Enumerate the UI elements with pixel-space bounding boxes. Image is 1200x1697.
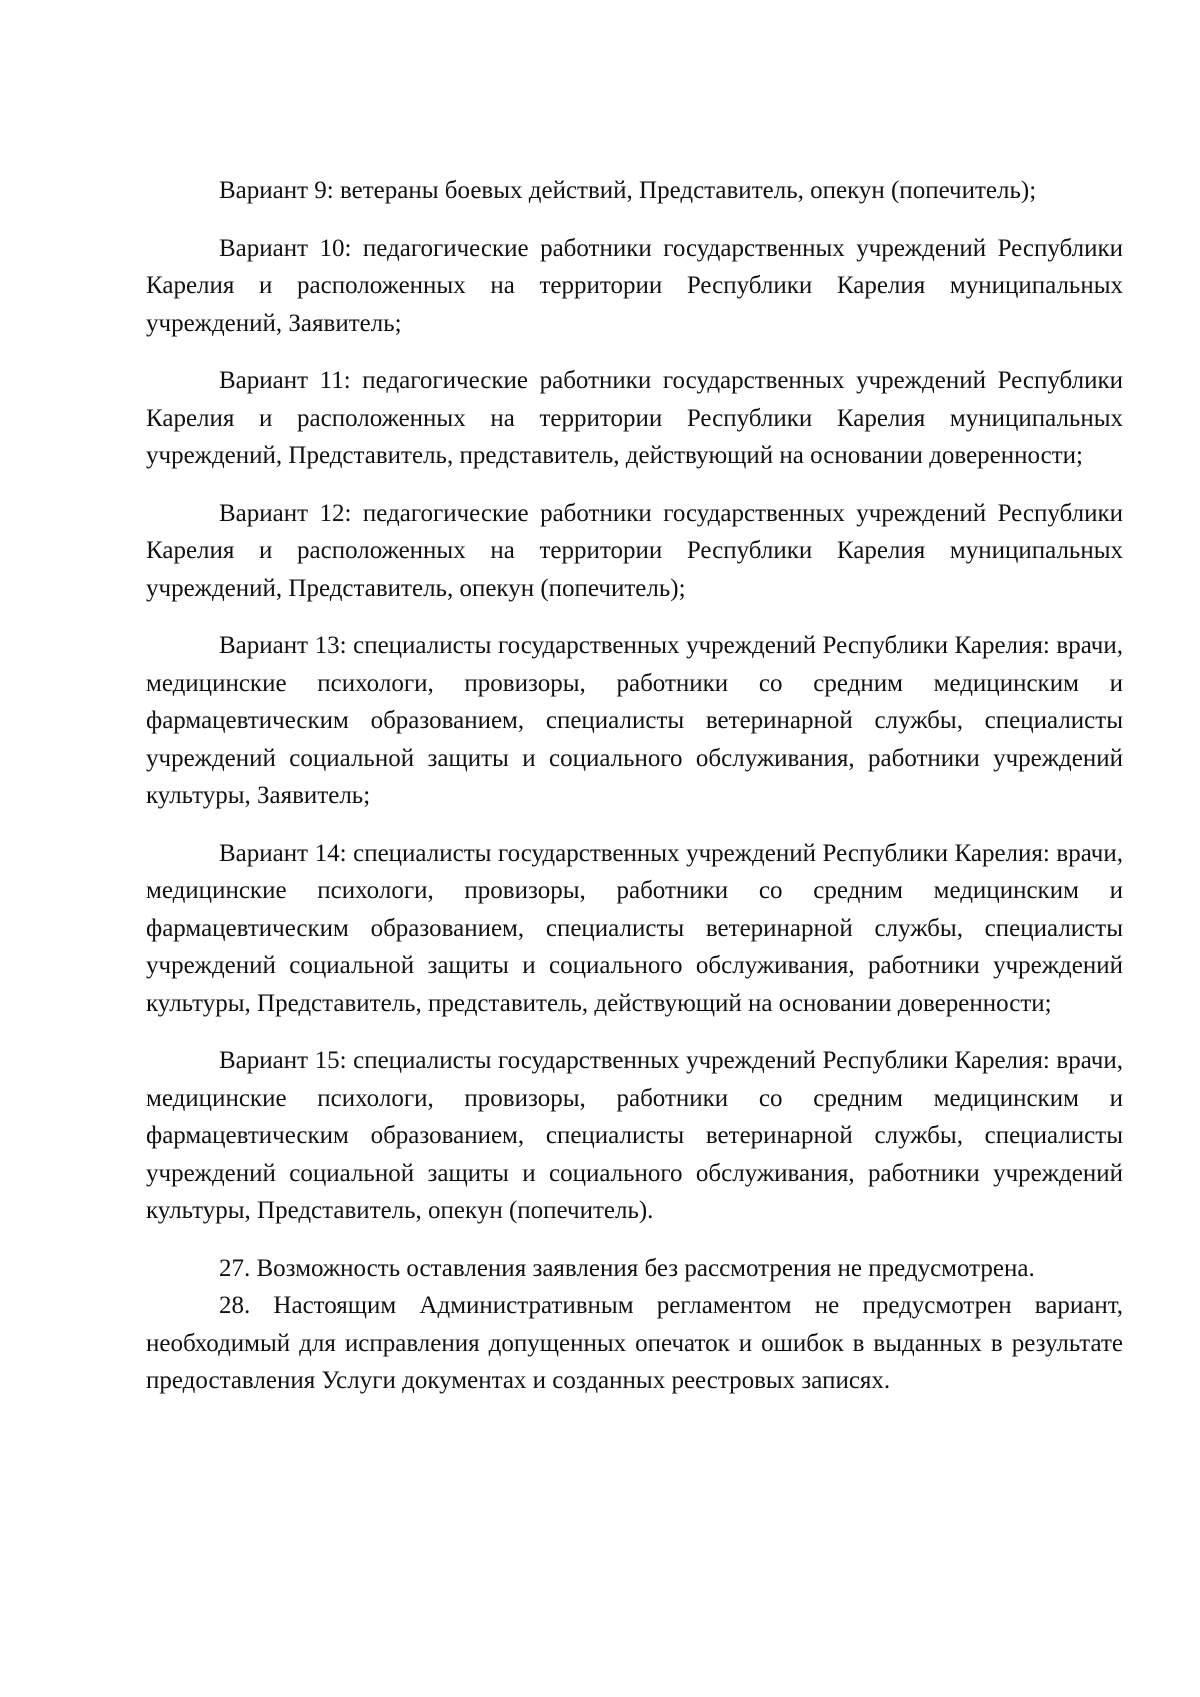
- paragraph-variant-9: Вариант 9: ветераны боевых действий, Представитель, опекун (попечитель);: [219, 177, 1037, 204]
- paragraph-item-27: 27. Возможность оставления заявления без рассмотрения не предусмотрена.: [219, 1254, 1035, 1282]
- paragraph-variant-11: Вариант 11: педагогические работники государственных учреждений Республики Карелия и расположенных на территории Республики Карелия муниципальных учреждений, Представитель, представитель, действующий на основании доверенности;: [146, 367, 1123, 469]
- document-body: [146, 172, 1123, 1400]
- paragraph-variant-14: Вариант 14: специалисты государственных учреждений Республики Карелия: врачи, медицинские психологи, провизоры, работники со средним медицинским и фармацевтическим образованием, специалисты ветеринарной службы, специалисты учреждений социальной защиты и социального обслуживания, работники учреждений культуры, Представитель, представитель, действующий на основании доверенности;: [146, 839, 1123, 1017]
- paragraph-variant-12: Вариант 12: педагогические работники государственных учреждений Республики Карелия и расположенных на территории Республики Карелия муниципальных учреждений, Представитель, опекун (попечитель);: [146, 499, 1123, 602]
- paragraph-variant-10: Вариант 10: педагогические работники государственных учреждений Республики Карелия и расположенных на территории Республики Карелия муниципальных учреждений, Заявитель;: [146, 234, 1123, 337]
- paragraph-variant-15: Вариант 15: специалисты государственных учреждений Республики Карелия: врачи, медицинские психологи, провизоры, работники со средним медицинским и фармацевтическим образованием, специалисты ветеринарной службы, специалисты учреждений социальной защиты и социального обслуживания, работники учреждений культуры, Представитель, опекун (попечитель).: [146, 1047, 1123, 1224]
- paragraph-variant-13: Вариант 13: специалисты государственных учреждений Республики Карелия: врачи, медицинские психологи, провизоры, работники со средним медицинским и фармацевтическим образованием, специалисты ветеринарной службы, специалисты учреждений социальной защиты и социального обслуживания, работники учреждений культуры, Заявитель;: [146, 632, 1123, 809]
- paragraph-item-28: 28. Настоящим Административным регламентом не предусмотрен вариант, необходимый для исправления допущенных опечаток и ошибок в выданных в результате предоставления Услуги документах и созданных реестровых записях.: [146, 1292, 1123, 1394]
